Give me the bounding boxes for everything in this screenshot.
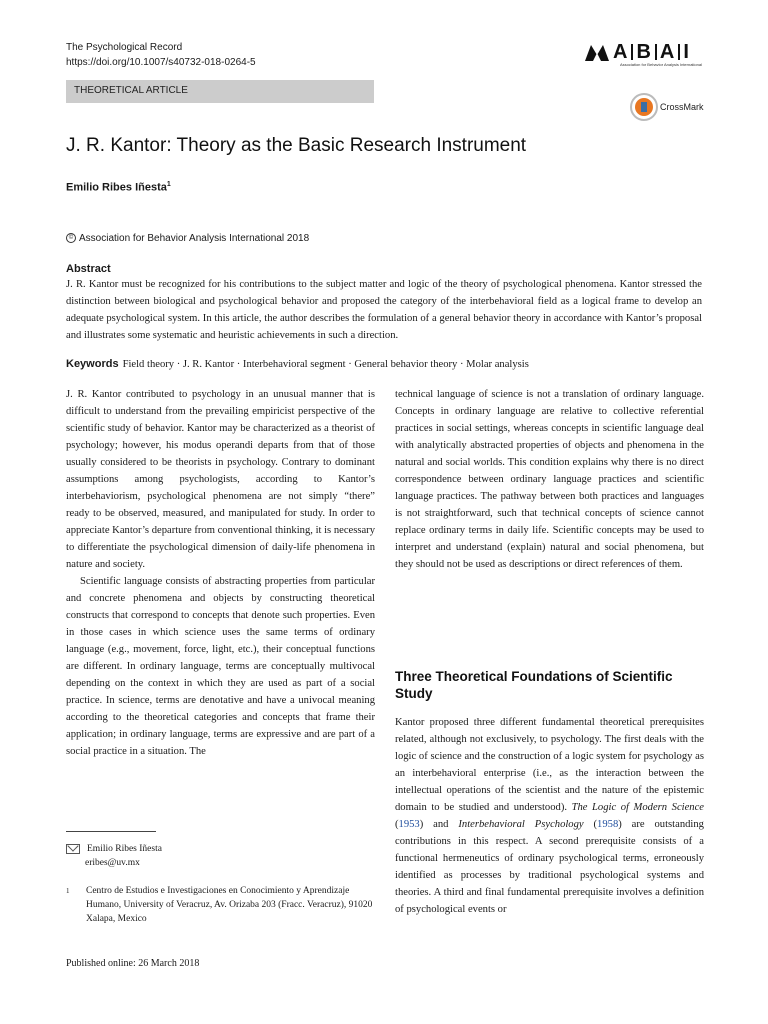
book-title: Interbehavioral Psychology: [458, 819, 584, 830]
abai-letter-a2: A: [659, 41, 676, 63]
author-name[interactable]: Emilio Ribes Iñesta: [66, 181, 167, 194]
body-paragraph: Kantor proposed three different fundamental theoretical prerequisites related, although not exclusively, to psychology. The first deals with the logic of science and the construction of a logic system for psychology as an interbehavioral enterprise (i.e., as the interaction between the intellectual operations of the scientist and the nature of the epistemic domain to be studied and understood). The Logic of Modern Science (1953) and Interbehavioral Psychology (1958) are outstanding contributions in this respect. A second prerequisite consists of a functional hermeneutics of ordinary psychological terms, erroneously identified as processes by traditional psychological systems and theories. A third and final fundamental prerequisite involves a definition of psychological events or: [395, 717, 704, 915]
copyright-icon: ©: [66, 233, 76, 243]
paragraph-text: Kantor proposed three different fundamental theoretical prerequisites related, although not exclusively, to psychology. The first deals with the logic of science and the construction of a logic system for psychology as an interbehavioral enterprise (i.e., as the interaction between the intellectual operations of the scientist and the nature of the epistemic domain to be studied and understood).: [395, 717, 704, 813]
abai-logo: [584, 42, 702, 70]
copyright-text: Association for Behavior Analysis International 2018: [79, 233, 310, 244]
footnote-divider: [66, 831, 156, 832]
keywords-line: [66, 357, 702, 372]
abai-separator: [678, 44, 680, 60]
paragraph-text: are outstanding contributions in this respect. A second prerequisite consists of a functional hermeneutics of ordinary psychological terms, erroneously identified as processes by traditional psychological systems and theories. A third and final fundamental prerequisite involves a definition of psychological events or: [395, 819, 704, 915]
doi-link[interactable]: https://doi.org/10.1007/s40732-018-0264-5: [66, 57, 256, 68]
envelope-icon: [66, 844, 80, 854]
abai-letter-b: B: [636, 41, 652, 63]
keywords-label: Keywords: [66, 358, 119, 370]
contact-email[interactable]: eribes@uv.mx: [85, 858, 140, 868]
body-right-column-section: [395, 714, 704, 918]
article-title: J. R. Kantor: Theory as the Basic Research Instrument: [66, 135, 527, 156]
section-heading: Three Theoretical Foundations of Scientific Study: [395, 669, 673, 701]
published-date: Published online: 26 March 2018: [66, 958, 200, 969]
crossmark-label: CrossMark: [660, 102, 704, 112]
affiliation-text: Centro de Estudios e Investigaciones en Conocimiento y Aprendizaje Humano, University of Veracruz, Av. Orizaba 203 (Fracc. Veracruz), 91020 Xalapa, Mexico: [86, 886, 373, 924]
citation-link[interactable]: 1953: [398, 819, 420, 830]
journal-name: The Psychological Record: [66, 42, 183, 53]
corresponding-author: [66, 842, 162, 870]
author-line: [66, 178, 171, 195]
abstract-heading: Abstract: [66, 263, 111, 275]
author-affil-marker: 1: [166, 181, 171, 188]
abai-subtitle: Association for Behavior Analysis International: [619, 62, 702, 67]
abstract-text: J. R. Kantor must be recognized for his contributions to the subject matter and logic of the theory of psychological phenomena. Kantor stressed the distinction between biological and psychological behavior and proposed the category of the interbehavioral field as a logical frame to develop an adequate psychological system. In this article, the author describes the formulation of a general behavior theory in accordance with Kantor’s proposal and illustrates some systematic and heuristic achievements in such a direction.: [66, 279, 702, 341]
article-type-banner: THEORETICAL ARTICLE: [66, 80, 374, 103]
contact-name: Emilio Ribes Iñesta: [87, 844, 162, 854]
affiliation-number: 1: [66, 887, 70, 895]
body-paragraph: J. R. Kantor contributed to psychology in an unusual manner that is difficult to understand from the prevailing empiricist perspective of the scientific study of behavior. Kantor may be characterized as a theorist of psychology; however, his modus operandi departs from that of those usually considered to be theorists in psychology. Contrary to dominant assumptions among psychologists, according to Kantor’s interbehaviorism, psychological phenomena are not simply “there” ready to be observed, measured, and manipulated for study. In order to appreciate Kantor’s departure from conventional thinking, it is necessary to differentiate the psychological dimension of daily-life phenomena in nature and society.: [66, 389, 375, 570]
keywords-list: Field theory · J. R. Kantor · Interbehavioral segment · General behavior theory · Molar analysis: [122, 359, 529, 370]
crossmark-icon: [630, 93, 658, 121]
body-left-column: [66, 386, 375, 760]
affiliation-footnote: [66, 884, 376, 926]
citation-link[interactable]: 1958: [597, 819, 619, 830]
abai-separator: [631, 44, 633, 60]
body-paragraph: technical language of science is not a translation of ordinary language. Concepts in ordinary language are relative to collective referential practices in social settings, whereas concepts in scientific language deal with analytically abstracted properties of objects and phenomena in the natural and social worlds. This condition explains why there is no direct correspondence between ordinary language practices and scientific language practices. The pathway between both practices and languages is not straightforward, such that technical concepts of science cannot replace ordinary terms in daily life. Scientific concepts may be used to interpret and understand (explain) natural and social phenomena, but they should not be used as descriptions or direct references of them.: [395, 389, 704, 570]
abai-letter-a1: A: [613, 41, 629, 63]
crossmark-button[interactable]: [630, 93, 704, 121]
book-title: The Logic of Modern Science: [571, 802, 704, 813]
journal-info: [66, 40, 256, 70]
body-right-column: [395, 386, 704, 573]
conjunction: and: [433, 819, 449, 830]
abai-mark-icon: [584, 42, 610, 62]
abai-letter-i: I: [683, 41, 690, 63]
copyright-line: [66, 232, 309, 246]
body-paragraph: Scientific language consists of abstracting properties from particular and concrete phenomena and objects by constructing theoretical constructs that correspond to concepts that denote such properties. Even in those cases in which science uses the same terms of ordinary language (e.g., movement, force, light, etc.), their conceptual functions are different. In ordinary language, terms are conceptually multivocal depending on the context in which they are used as part of a social practice. In science, terms are denotative and have a univocal meaning according to the theoretical categories and concepts that frame their application; in ordinary language, terms are expressive and are part of a social practice in a situation. The: [66, 576, 375, 757]
abai-separator: [655, 44, 657, 60]
